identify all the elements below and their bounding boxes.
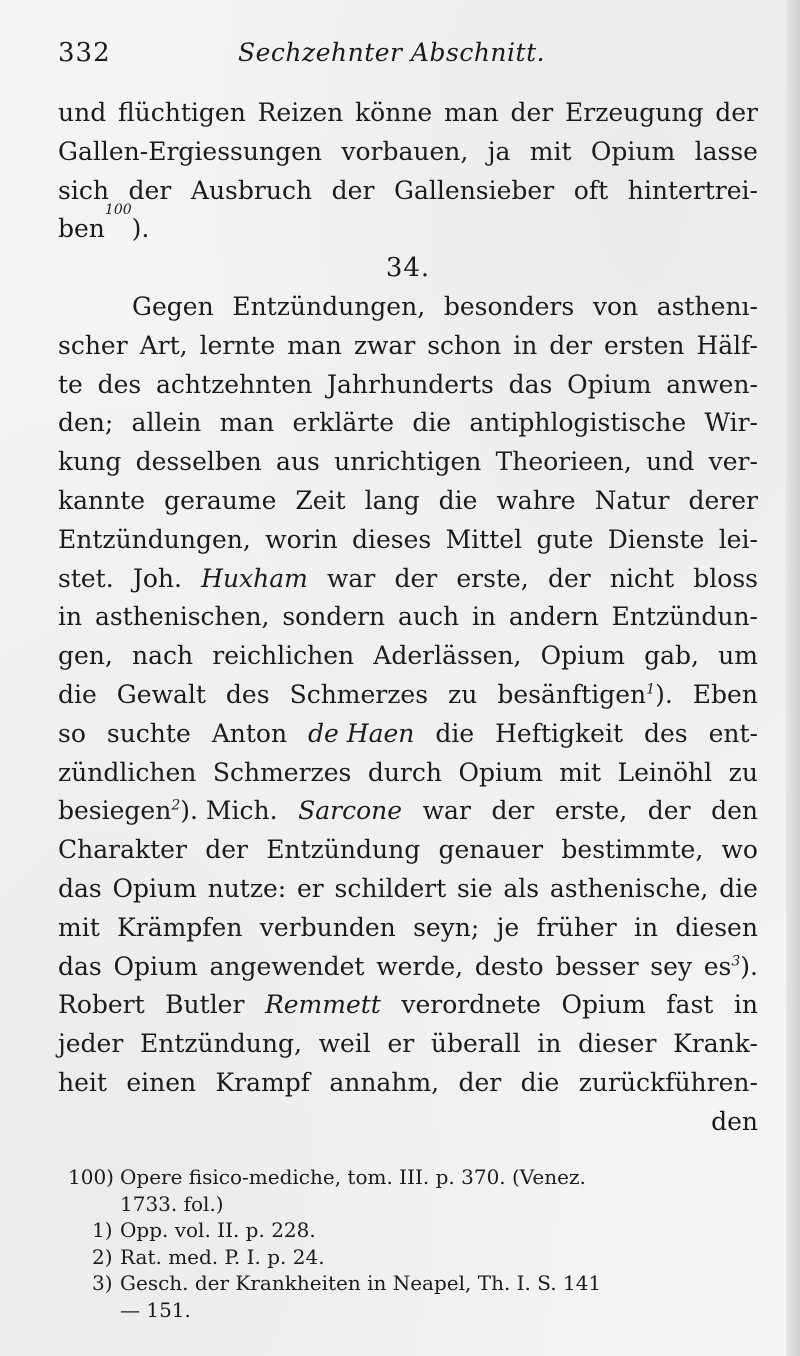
footnote-text: Opere fisico-mediche, tom. III. p. 370. (Venez. (120, 1165, 586, 1189)
word: in (633, 912, 659, 942)
word: der (458, 1067, 502, 1097)
word: fast (666, 990, 714, 1020)
word: mit (559, 757, 602, 787)
word: aus (276, 447, 320, 477)
footnote-ref-100: 100 (104, 202, 132, 219)
word: Entzündungen, (232, 291, 426, 321)
word: sondern (282, 602, 386, 632)
word: das (58, 951, 102, 981)
word: asthenische, (549, 873, 709, 903)
word: die (438, 485, 478, 515)
word: seyn; (413, 912, 480, 942)
word: gute (536, 524, 594, 554)
word: schildert (334, 873, 447, 903)
word: in (513, 330, 538, 360)
word: asthenı- (656, 291, 758, 321)
word: hintertrei- (627, 175, 758, 205)
footnote-text: — 151. (120, 1297, 191, 1322)
word: den; (58, 408, 114, 438)
text-line (58, 482, 758, 521)
word: gab, (644, 641, 699, 671)
text-line (58, 909, 758, 948)
word: Theorieen, (495, 447, 632, 477)
author-name: Huxham (201, 563, 308, 593)
word: annahm, (329, 1067, 440, 1097)
footnote-ref-3: 3 (731, 953, 741, 970)
footnote-ref-1: 1 (646, 681, 656, 698)
word: des (225, 679, 270, 709)
text-line (58, 404, 758, 443)
word: so (58, 718, 86, 748)
word: könne (355, 98, 433, 127)
word: von (592, 291, 639, 321)
word: dieses (352, 524, 432, 554)
word: der (394, 563, 438, 593)
word: besonders (443, 291, 575, 321)
word: verordnete (401, 990, 541, 1020)
word: war (422, 796, 471, 826)
text-line (58, 637, 758, 676)
text-line (58, 986, 758, 1025)
word: antiphlogistische (469, 408, 687, 438)
word: andern (508, 602, 599, 632)
word: besser (555, 951, 639, 981)
word: ben (58, 214, 105, 244)
word: derer (688, 485, 758, 515)
word: Krämpfen (117, 912, 243, 942)
footnote-continuation (92, 1297, 752, 1324)
word: nach (132, 641, 194, 671)
word: Entzündung, (139, 1029, 302, 1059)
word: desto (474, 951, 544, 981)
footnote-marker: 3) (92, 1271, 113, 1295)
word: man (219, 408, 275, 438)
word: bloss (693, 563, 758, 593)
word: stet. (58, 563, 114, 593)
word: Aderlässen, (373, 641, 522, 671)
text-line (58, 831, 758, 870)
word: der (715, 98, 758, 127)
word: lasse (694, 136, 758, 166)
word: Anton (211, 718, 288, 748)
word: der (205, 835, 248, 865)
text-line (58, 754, 758, 793)
text-line (58, 366, 758, 405)
word: und (646, 447, 695, 477)
word: Dienste (607, 524, 705, 554)
word: asthenischen, (94, 602, 270, 632)
footnote (92, 1270, 752, 1297)
word: der (549, 330, 593, 360)
word: um (718, 641, 758, 671)
word: desselben (135, 447, 262, 477)
word: der (128, 175, 172, 205)
word: ersten (603, 330, 685, 360)
word: Entzündung (266, 835, 421, 865)
word: reichlichen (212, 641, 355, 671)
page-header (58, 38, 758, 78)
text-line (58, 327, 758, 366)
footnote-text: 1733. fol.) (120, 1191, 224, 1216)
word: Entzündungen, (58, 524, 251, 554)
word: gen, (58, 641, 113, 671)
word: diesen (675, 912, 758, 942)
word: oft (573, 175, 609, 205)
word: auch (398, 602, 460, 632)
word: genauer (438, 835, 544, 865)
word: zündlichen (58, 757, 197, 787)
word: Heftigkeit (495, 718, 624, 748)
word: Opium (112, 873, 197, 903)
word: Jahrhunderts (326, 369, 494, 399)
text-line (58, 1025, 758, 1064)
text-line (58, 676, 758, 715)
word: den (711, 796, 758, 826)
word: Joh. (132, 563, 182, 593)
word: dieser (578, 1029, 657, 1059)
word: heit (58, 1067, 107, 1097)
word: man (287, 330, 342, 360)
running-head: Sechzehnter Abschnitt. (238, 38, 546, 67)
word: durch (367, 757, 442, 787)
word: in (733, 990, 758, 1020)
word: Eben (692, 679, 758, 709)
word: Robert (58, 990, 145, 1020)
word: je (496, 912, 520, 942)
word: jeder (58, 1029, 124, 1059)
word: nicht (609, 563, 675, 593)
word: Opium (590, 136, 676, 166)
author-name: de Haen (308, 718, 415, 748)
text-line (58, 715, 758, 754)
word: Zeit (295, 485, 346, 515)
word: er (297, 873, 324, 903)
word: mit (529, 136, 572, 166)
word: Erzeugung (565, 98, 704, 127)
word: in (471, 602, 497, 632)
text-line (58, 443, 758, 482)
word: der (331, 175, 375, 205)
word: Gegen (132, 291, 214, 321)
word: Wir- (704, 408, 758, 438)
word: lernte (199, 330, 276, 360)
footnote (92, 1217, 752, 1244)
word: anwen- (666, 369, 758, 399)
text-line (58, 1064, 758, 1103)
text-line (58, 94, 758, 133)
word: des (97, 369, 142, 399)
word: Gallen-Ergiessungen (58, 136, 322, 166)
section-heading-line (58, 249, 758, 288)
text-line (58, 521, 758, 560)
text-punctuation: ). (655, 679, 673, 709)
word: Gewalt (116, 679, 206, 709)
word: sie (457, 873, 493, 903)
footnote (68, 1164, 752, 1191)
footnotes (68, 1164, 752, 1323)
word: worin (265, 524, 338, 554)
word: der (547, 563, 591, 593)
word: ent- (708, 718, 758, 748)
word: besiegen (58, 796, 172, 826)
word: Ausbruch (190, 175, 313, 205)
footnote-marker: 1) (92, 1218, 113, 1242)
footnote-marker: 100) (68, 1165, 114, 1189)
word: angewendet (209, 951, 365, 981)
word: mit (58, 912, 100, 942)
word: besänftigen (497, 679, 647, 709)
word: Opium (458, 757, 543, 787)
text-line (58, 948, 758, 987)
word: erste, (554, 796, 628, 826)
footnote-continuation (92, 1191, 752, 1218)
word: zurückführen- (578, 1067, 758, 1097)
word: Opium (561, 990, 646, 1020)
text-line (58, 792, 758, 831)
word: das (58, 873, 102, 903)
footnote (92, 1244, 752, 1271)
word: einen (126, 1067, 197, 1097)
word: allein (131, 408, 202, 438)
word: sich (58, 175, 109, 205)
word: suchte (106, 718, 191, 748)
word: lei- (718, 524, 758, 554)
word: Schmerzes (289, 679, 429, 709)
word: früher (536, 912, 617, 942)
word: Gallensieber (394, 175, 555, 205)
word: das (508, 369, 553, 399)
word: Charakter (58, 835, 187, 865)
word: der (647, 796, 691, 826)
word: als (503, 873, 540, 903)
word: Krampf (215, 1067, 310, 1097)
word: werde, (376, 951, 464, 981)
body-text (58, 94, 758, 1142)
word: Schmerzes (212, 757, 352, 787)
word: erklärte (292, 408, 395, 438)
word: Art, (139, 330, 188, 360)
word: bestimmte, (561, 835, 704, 865)
word: der (510, 98, 554, 127)
page-edge-shadow (786, 0, 800, 1356)
word: erste, (456, 563, 529, 593)
word: zu (448, 679, 478, 709)
word: Natur (594, 485, 670, 515)
word: wo (721, 835, 758, 865)
word: er (387, 1029, 415, 1059)
word: Mittel (445, 524, 523, 554)
word: Entzündun- (611, 602, 758, 632)
text-line (58, 172, 758, 211)
word: der (491, 796, 535, 826)
word: ver- (708, 447, 758, 477)
word: die (412, 408, 452, 438)
word: in (58, 602, 83, 632)
text-line (58, 202, 758, 249)
word: achtzehnten (156, 369, 313, 399)
word: weil (318, 1029, 371, 1059)
word: kung (58, 447, 122, 477)
author-name: Sarcone (298, 796, 403, 826)
word: die (719, 873, 758, 903)
word: ja (487, 136, 511, 166)
catchword: den (711, 1106, 758, 1136)
word: die (435, 718, 475, 748)
word: Opium (113, 951, 198, 981)
page-number: 332 (58, 38, 111, 68)
word: überall (430, 1029, 521, 1059)
text-line (58, 133, 758, 172)
word: Hälf- (696, 330, 758, 360)
word: te (58, 369, 83, 399)
word: nutze: (207, 873, 287, 903)
footnote-text: Gesch. der Krankheiten in Neapel, Th. I. S. 141 (120, 1271, 602, 1295)
word: verbunden (259, 912, 396, 942)
catchword-line (58, 1103, 758, 1142)
word: in (537, 1029, 562, 1059)
word: zwar (353, 330, 416, 360)
word: Opium (540, 641, 625, 671)
text-line (58, 598, 758, 637)
word: die (58, 679, 97, 709)
text-punctuation: ). (131, 214, 150, 244)
footnote-text: Rat. med. P. I. p. 24. (120, 1244, 325, 1269)
text-line (58, 870, 758, 909)
word: Opium (567, 369, 652, 399)
text-punctuation: ). (740, 951, 758, 981)
word: Krank- (673, 1029, 758, 1059)
word: wahre (496, 485, 576, 515)
word: flüchtigen (117, 98, 246, 127)
word: zu (728, 757, 758, 787)
word: und (58, 98, 107, 127)
text-line (58, 560, 758, 599)
word: Reizen (257, 98, 344, 127)
word: war (327, 563, 376, 593)
word: geraume (164, 485, 277, 515)
word: ). Mich. (180, 796, 278, 826)
word: scher (58, 330, 128, 360)
section-number: 34. (385, 253, 431, 284)
footnote-ref-2: 2 (171, 798, 181, 815)
word: lang (364, 485, 420, 515)
author-name: Remmett (264, 990, 381, 1020)
word: sey (650, 951, 692, 981)
word: schon (427, 330, 502, 360)
footnote-text: Opp. vol. II. p. 228. (120, 1218, 316, 1242)
footnote-marker: 2) (92, 1244, 113, 1269)
word: Leinöhl (617, 757, 713, 787)
word: unrichtigen (334, 447, 482, 477)
word: die (520, 1067, 560, 1097)
word: vorbauen, (341, 136, 469, 166)
word: des (643, 718, 688, 748)
text-line (58, 288, 758, 327)
word: man (444, 98, 499, 127)
word: kannte (58, 485, 146, 515)
word: es (703, 951, 732, 981)
word: Butler (165, 990, 245, 1020)
